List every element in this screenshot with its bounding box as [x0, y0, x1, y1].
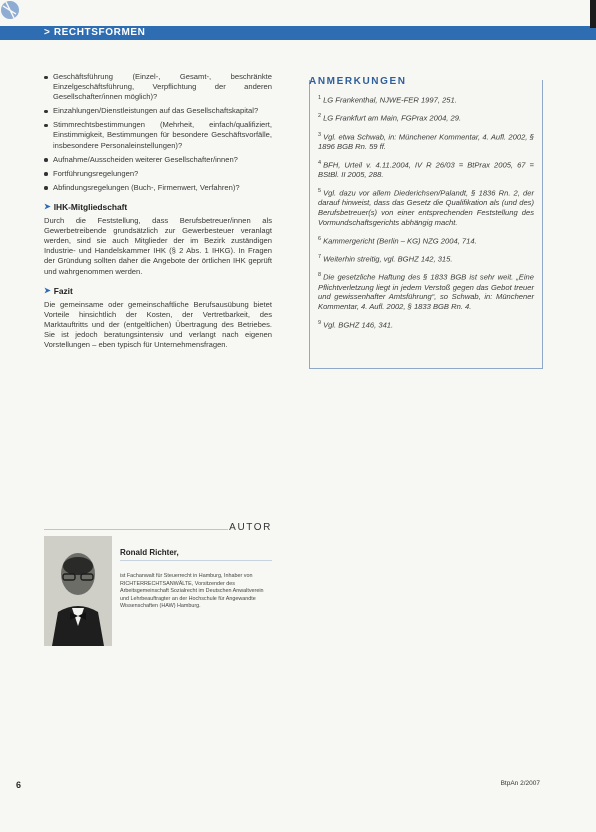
arrow-icon: ➤	[44, 285, 51, 295]
author-photo	[44, 536, 112, 646]
list-item: Aufnahme/Ausscheiden weiterer Gesellschafter/innen?	[44, 155, 272, 165]
fazit-heading-text: Fazit	[53, 285, 73, 296]
portrait-icon	[44, 536, 112, 646]
notes-title: ANMERKUNGEN	[309, 76, 407, 87]
ihk-heading	[44, 202, 272, 212]
list-item: $^8$ Die gesetzliche Haftung des § 1833 BGB ist sehr weit. „Eine Pflichtverletzung liegt in jedem Verstoß gegen das Gebot treuer und gewissenhafter Amtsführung“, so Schwab, in: Münchener Kommentar, 4. Aufl. 2002, § 1833 BGB Rn. 4.	[318, 272, 534, 312]
page-edge-mark	[590, 0, 596, 28]
list-item: $^9$ Vgl. BGHZ 146, 341.	[318, 320, 394, 330]
list-item: Fortführungsregelungen?	[44, 169, 272, 179]
list-item: Stimmrechtsbestimmungen (Mehrheit, einfach/qualifiziert, Einstimmigkeit, Bestimmungen für besondere Geschäftsvorfälle, insbesondere Personaleinstellungen)?	[44, 120, 272, 150]
author-rule	[44, 529, 228, 530]
list-item: Geschäftsführung (Einzel-, Gesamt-, beschränkte Einzelgeschäftsführung, Verpflichtung der anderen Gesellschafter/innen möglich)?	[44, 72, 272, 102]
list-item: $^7$ Weiterhin streitig, vgl. BGHZ 142, 315.	[318, 253, 453, 264]
author-bio: ist Fachanwalt für Steuerrecht in Hamburg, Inhaber von RICHTERRECHTSANWÄLTE, Vorsitzender des Arbeitsgemeinschaft Sozialrecht im Deutschen Anwaltverein und Lehrbeauftragter an der Hochschule für Angewandte Wissenschaften (HAW) Hamburg.	[120, 573, 264, 610]
list-item: Abfindungsregelungen (Buch-, Firmenwert, Verfahren)?	[44, 183, 272, 193]
bullet-list	[44, 72, 272, 193]
list-item: $^4$ BFH, Urteil v. 4.11.2004, IV R 26/03 = BtPrax 2005, 67 = BStBl. II 2005, 288.	[318, 159, 534, 180]
left-column	[44, 72, 272, 350]
list-item: $^6$ Kammergericht (Berlin – KG) NZG 2004, 714.	[318, 235, 477, 246]
author-section-header	[44, 522, 272, 535]
fazit-heading	[44, 286, 272, 296]
list-item: $^2$ LG Frankfurt am Main, FGPrax 2004, 29.	[318, 113, 462, 123]
list-item: $^5$ Vgl. dazu vor allem Diederichsen/Palandt, § 1836 Rn. 2, der darauf hinweist, dass das Gesetz die Qualifikation als (und des) Berufsbetreuer(s) von einer entsprechenden Feststellung des Vormundschaftsgerichts abhängig macht.	[318, 187, 534, 227]
author-name-rule	[120, 560, 272, 561]
fazit-paragraph: Die gemeinsame oder gemeinschaftliche Berufsausübung bietet Vorteile hinsichtlich der Kosten, der Vertretbarkeit, des Marktauftritts und der (entgeltlichen) Übertragung des Betriebes. Sie ist jedoch beratungsintensiv und verlangt nach eigenen Vorstellungen – eben typisch für Unternehmensfragen.	[44, 299, 272, 350]
list-item: $^1$ LG Frankenthal, NJWE-FER 1997, 251.	[318, 95, 457, 105]
ihk-heading-text: IHK-Mitgliedschaft	[53, 201, 128, 212]
logo-icon	[0, 0, 28, 28]
section-title: > RECHTSFORMEN	[44, 27, 146, 38]
page-number: 6	[16, 780, 22, 790]
journal-reference: BtpAn 2/2007	[500, 780, 540, 787]
list-item: $^3$ Vgl. etwa Schwab, in: Münchener Kommentar, 4. Aufl. 2002, § 1896 BGB Rn. 59 ff.	[318, 131, 534, 151]
author-name: Ronald Richter,	[120, 548, 179, 557]
arrow-icon: ➤	[44, 201, 51, 211]
ihk-paragraph: Durch die Feststellung, dass Berufsbetreuer/innen als Gewerbetreibende grundsätzlich zur Gewerbesteuer veranlagt werden, sind sie auch Mitglieder der im Bezirk zuständigen Industrie- und Handelskammer IHK (§ 2 Abs. 1 IHKG). In Fragen der Gründung sollten daher die Angebote der örtlichen IHK geprüft und wahrgenommen werden.	[44, 216, 272, 276]
list-item: Einzahlungen/Dienstleistungen auf das Gesellschaftskapital?	[44, 106, 272, 116]
author-label: AUTOR	[229, 522, 272, 533]
notes-list	[318, 94, 534, 337]
